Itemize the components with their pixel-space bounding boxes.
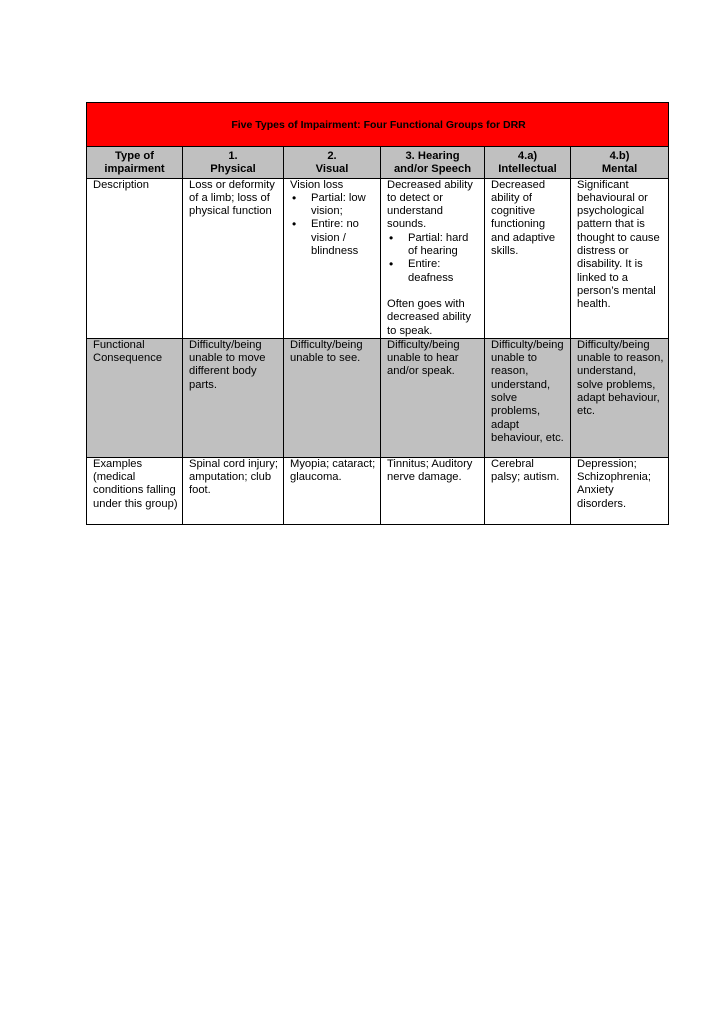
- hearing-bullet-list: [387, 232, 480, 285]
- list-item: • Partial: hard of hearing: [387, 232, 480, 259]
- func-visual: Difficulty/being unable to see.: [284, 338, 381, 457]
- header-hearing: 3. Hearing and/or Speech: [381, 147, 485, 179]
- examples-row: [87, 457, 669, 524]
- header-physical: 1. Physical: [183, 147, 284, 179]
- description-row: [87, 178, 669, 338]
- desc-mental: Significant behavioural or psychological pattern that is thought to cause distress or disability. It is linked to a person’s mental health.: [571, 178, 669, 338]
- title-row: [87, 103, 669, 147]
- func-physical: Difficulty/being unable to move different body parts.: [183, 338, 284, 457]
- header-mental: 4.b) Mental: [571, 147, 669, 179]
- impairment-table: [86, 102, 669, 525]
- list-item: • Entire: no vision / blindness: [290, 218, 376, 258]
- header-visual: 2. Visual: [284, 147, 381, 179]
- ex-visual: Myopia; cataract; glaucoma.: [284, 457, 381, 524]
- table-title: Five Types of Impairment: Four Functional Groups for DRR: [87, 103, 669, 147]
- list-item: • Entire: deafness: [387, 258, 480, 285]
- row-label-description: Description: [87, 178, 183, 338]
- header-intellectual: 4.a) Intellectual: [485, 147, 571, 179]
- functional-row: [87, 338, 669, 457]
- header-row: [87, 147, 669, 179]
- ex-hearing: Tinnitus; Auditory nerve damage.: [381, 457, 485, 524]
- desc-intellectual: Decreased ability of cognitive functioning and adaptive skills.: [485, 178, 571, 338]
- ex-intellectual: Cerebral palsy; autism.: [485, 457, 571, 524]
- row-label-examples: Examples (medical conditions falling under this group): [87, 457, 183, 524]
- list-item: • Partial: low vision;: [290, 192, 376, 219]
- desc-visual: Vision loss • Partial: low vision; • Entire: no vision / blindness: [284, 178, 381, 338]
- ex-mental: Depression; Schizophrenia; Anxiety disorders.: [571, 457, 669, 524]
- desc-hearing: Decreased ability to detect or understand sounds. • Partial: hard of hearing • Entire: deafness Often goes with decreased ability to speak.: [381, 178, 485, 338]
- desc-physical: Loss or deformity of a limb; loss of physical function: [183, 178, 284, 338]
- func-hearing: Difficulty/being unable to hear and/or speak.: [381, 338, 485, 457]
- ex-physical: Spinal cord injury; amputation; club foot.: [183, 457, 284, 524]
- header-type: Type of impairment: [87, 147, 183, 179]
- hearing-note: Often goes with decreased ability to speak.: [387, 297, 471, 337]
- func-mental: Difficulty/being unable to reason, understand, solve problems, adapt behaviour, etc.: [571, 338, 669, 457]
- row-label-functional: Functional Consequence: [87, 338, 183, 457]
- visual-bullet-list: [290, 192, 376, 258]
- func-intellectual: Difficulty/being unable to reason, understand, solve problems, adapt behaviour, etc.: [485, 338, 571, 457]
